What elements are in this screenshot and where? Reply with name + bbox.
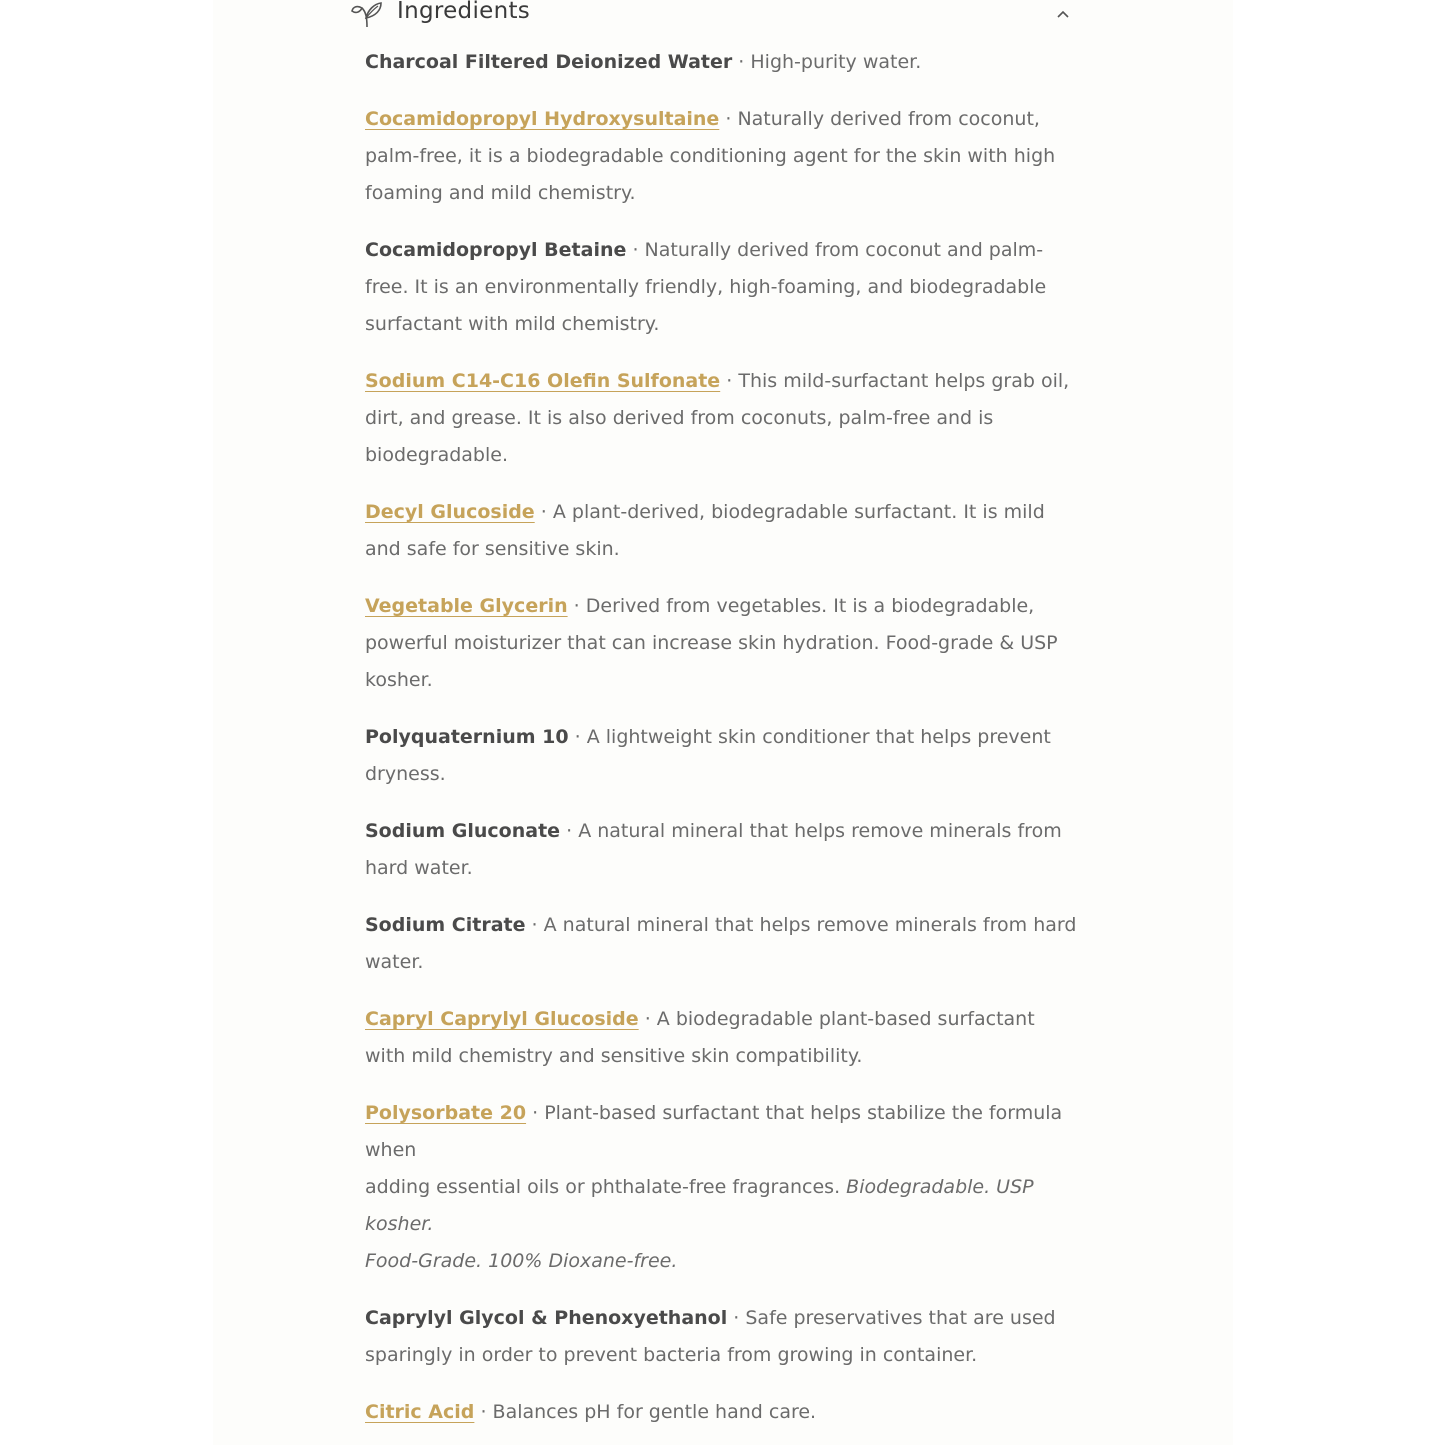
ingredient-name: Polyquaternium 10 bbox=[365, 726, 569, 748]
ingredient-link[interactable]: Citric Acid bbox=[365, 1401, 475, 1423]
ingredient-name: Caprylyl Glycol & Phenoxyethanol bbox=[365, 1307, 728, 1329]
ingredient-item bbox=[365, 494, 1080, 568]
ingredient-link[interactable]: Vegetable Glycerin bbox=[365, 595, 568, 617]
ingredient-name: Cocamidopropyl Betaine bbox=[365, 239, 627, 261]
ingredient-item bbox=[365, 1394, 1080, 1431]
separator: · bbox=[632, 239, 639, 261]
ingredient-item bbox=[365, 1300, 1080, 1374]
separator: · bbox=[644, 1008, 651, 1030]
separator: · bbox=[532, 1102, 539, 1124]
ingredient-description: adding essential oils or phthalate-free fragrances. bbox=[365, 1176, 841, 1198]
separator: · bbox=[574, 726, 581, 748]
ingredient-description: A natural mineral that helps remove minerals from hard water. bbox=[365, 820, 1062, 879]
separator: · bbox=[566, 820, 573, 842]
separator: · bbox=[726, 370, 733, 392]
ingredient-description: Balances pH for gentle hand care. bbox=[492, 1401, 817, 1423]
ingredient-description: High-purity water. bbox=[750, 51, 922, 73]
separator: · bbox=[733, 1307, 740, 1329]
ingredient-description-italic: Biodegradable. USP kosher. bbox=[365, 1176, 1034, 1235]
ingredient-item bbox=[365, 232, 1080, 343]
ingredient-description: Naturally derived from coconut and palm-free. It is an environmentally friendly, high-foaming, and biodegradable surfactant with mild chemistry. bbox=[365, 239, 1047, 335]
ingredient-item bbox=[365, 813, 1080, 887]
ingredient-item bbox=[365, 588, 1080, 699]
chevron-up-icon[interactable] bbox=[1055, 8, 1071, 20]
ingredient-description: A biodegradable plant-based surfactant with mild chemistry and sensitive skin compatibility. bbox=[365, 1008, 1035, 1067]
ingredient-item bbox=[365, 719, 1080, 793]
ingredient-name: Charcoal Filtered Deionized Water bbox=[365, 51, 733, 73]
ingredient-description: Plant-based surfactant that helps stabilize the formula when bbox=[365, 1102, 1063, 1161]
ingredient-item bbox=[365, 1001, 1080, 1075]
ingredient-description: A lightweight skin conditioner that helps prevent dryness. bbox=[365, 726, 1051, 785]
separator: · bbox=[573, 595, 580, 617]
separator: · bbox=[540, 501, 547, 523]
ingredient-link[interactable]: Cocamidopropyl Hydroxysultaine bbox=[365, 108, 720, 130]
separator: · bbox=[480, 1401, 487, 1423]
ingredient-description: Naturally derived from coconut, palm-free, it is a biodegradable conditioning agent for the skin with high foaming and mild chemistry. bbox=[365, 108, 1056, 204]
separator: · bbox=[738, 51, 745, 73]
ingredient-item bbox=[365, 363, 1080, 474]
ingredient-description: A natural mineral that helps remove minerals from hard water. bbox=[365, 914, 1077, 973]
ingredient-link[interactable]: Sodium C14-C16 Olefin Sulfonate bbox=[365, 370, 721, 392]
ingredient-name: Sodium Citrate bbox=[365, 914, 526, 936]
ingredient-description: This mild-surfactant helps grab oil, dirt, and grease. It is also derived from coconuts, palm-free and is biodegradable. bbox=[365, 370, 1070, 466]
separator: · bbox=[531, 914, 538, 936]
accordion-title: Ingredients bbox=[397, 0, 531, 24]
leaf-icon bbox=[350, 0, 384, 28]
ingredient-link[interactable]: Decyl Glucoside bbox=[365, 501, 535, 523]
ingredient-description-italic: Food-Grade. 100% Dioxane-free. bbox=[365, 1250, 678, 1272]
ingredients-accordion-header[interactable] bbox=[350, 0, 1080, 30]
ingredient-item bbox=[365, 101, 1080, 212]
ingredient-item bbox=[365, 907, 1080, 981]
ingredient-item bbox=[365, 44, 1080, 81]
separator: · bbox=[725, 108, 732, 130]
ingredient-link[interactable]: Capryl Caprylyl Glucoside bbox=[365, 1008, 639, 1030]
ingredients-list bbox=[365, 44, 1080, 1451]
ingredient-description: Safe preservatives that are used sparingly in order to prevent bacteria from growing in container. bbox=[365, 1307, 1056, 1366]
ingredient-link[interactable]: Polysorbate 20 bbox=[365, 1102, 527, 1124]
ingredient-description: Derived from vegetables. It is a biodegradable, powerful moisturizer that can increase skin hydration. Food-grade & USP kosher. bbox=[365, 595, 1058, 691]
ingredient-item bbox=[365, 1095, 1080, 1280]
ingredient-description: A plant-derived, biodegradable surfactant. It is mild and safe for sensitive skin. bbox=[365, 501, 1045, 560]
ingredient-name: Sodium Gluconate bbox=[365, 820, 561, 842]
